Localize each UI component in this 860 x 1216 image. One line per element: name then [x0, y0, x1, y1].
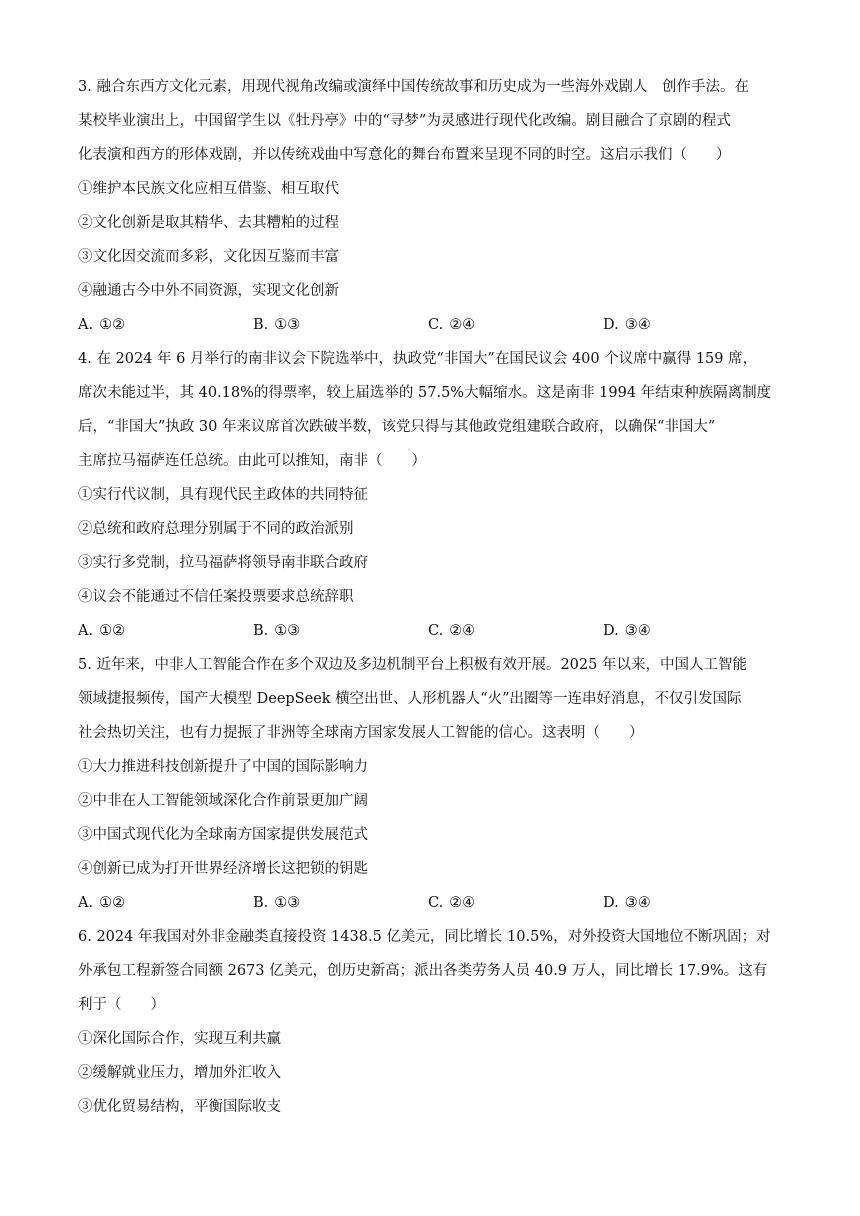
choice-text: ①③ — [274, 623, 301, 639]
answer-choices — [78, 308, 782, 342]
choice-text: ①③ — [274, 895, 301, 911]
choice-letter: C. — [428, 895, 444, 911]
statement-item: ②缓解就业压力，增加外汇收入 — [78, 1065, 281, 1081]
statement-item: ④融通古今中外不同资源，实现文化创新 — [78, 283, 339, 299]
choice-letter: A. — [78, 623, 94, 639]
exam-page — [78, 70, 782, 1124]
question-stem-line: 3. 融合东西方文化元素，用现代视角改编或演绎中国传统故事和历史成为一些海外戏剧人 创作手法。在 — [78, 79, 749, 95]
choice-letter: D. — [603, 895, 619, 911]
choice-a — [78, 308, 253, 342]
question-stem-line: 6. 2024 年我国对外非金融类直接投资 1438.5 亿美元，同比增长 10.5%，对外投资大国地位不断巩固；对 — [78, 929, 771, 945]
choice-letter: C. — [428, 317, 444, 333]
question-stem-line: 主席拉马福萨连任总统。由此可以推知，南非（ ） — [78, 453, 426, 469]
statement-item: ④议会不能通过不信任案投票要求总统辞职 — [78, 589, 354, 605]
question-5 — [78, 648, 782, 920]
choice-d — [603, 308, 778, 342]
question-stem-line: 领域捷报频传，国产大模型 DeepSeek 横空出世、人形机器人“火”出圈等一连串好消息，不仅引发国际 — [78, 691, 742, 707]
choice-letter: C. — [428, 623, 444, 639]
choice-c — [428, 308, 603, 342]
choice-a — [78, 886, 253, 920]
choice-text: ③④ — [624, 895, 651, 911]
answer-choices — [78, 886, 782, 920]
statement-item: ④创新已成为打开世界经济增长这把锁的钥匙 — [78, 861, 368, 877]
choice-c — [428, 614, 603, 648]
choice-b — [253, 308, 428, 342]
question-stem-line: 外承包工程新签合同额 2673 亿美元，创历史新高；派出各类劳务人员 40.9 万人，同比增长 17.9%。这有 — [78, 963, 768, 979]
question-stem-line: 某校毕业演出上，中国留学生以《牡丹亭》中的“寻梦”为灵感进行现代化改编。剧目融合了京剧的程式 — [78, 113, 731, 129]
question-stem-line: 化表演和西方的形体戏剧，并以传统戏曲中写意化的舞台布置来呈现不同的时空。这启示我们（ ） — [78, 147, 731, 163]
answer-choices — [78, 614, 782, 648]
question-3 — [78, 70, 782, 342]
statement-item: ①维护本民族文化应相互借鉴、相互取代 — [78, 181, 339, 197]
question-stem-line: 4. 在 2024 年 6 月举行的南非议会下院选举中，执政党“非国大”在国民议会 400 个议席中赢得 159 席， — [78, 351, 758, 367]
choice-letter: B. — [253, 895, 269, 911]
choice-b — [253, 886, 428, 920]
statement-item: ③优化贸易结构，平衡国际收支 — [78, 1099, 281, 1115]
statement-item: ①大力推进科技创新提升了中国的国际影响力 — [78, 759, 368, 775]
question-stem-line: 5. 近年来，中非人工智能合作在多个双边及多边机制平台上积极有效开展。2025 年以来，中国人工智能 — [78, 657, 747, 673]
choice-letter: B. — [253, 317, 269, 333]
choice-text: ②④ — [449, 623, 476, 639]
choice-text: ③④ — [624, 317, 651, 333]
statement-item: ①深化国际合作，实现互利共赢 — [78, 1031, 281, 1047]
choice-text: ①③ — [274, 317, 301, 333]
question-stem-line: 社会热切关注，也有力提振了非洲等全球南方国家发展人工智能的信心。这表明（ ） — [78, 725, 644, 741]
question-6 — [78, 920, 782, 1124]
choice-text: ③④ — [624, 623, 651, 639]
choice-text: ①② — [99, 317, 126, 333]
choice-letter: D. — [603, 623, 619, 639]
choice-d — [603, 614, 778, 648]
question-4 — [78, 342, 782, 648]
choice-letter: B. — [253, 623, 269, 639]
statement-item: ②中非在人工智能领域深化合作前景更加广阔 — [78, 793, 368, 809]
question-stem-line: 后，“非国大”执政 30 年来议席首次跌破半数，该党只得与其他政党组建联合政府，以确保“非国大” — [78, 419, 716, 435]
choice-b — [253, 614, 428, 648]
choice-text: ②④ — [449, 317, 476, 333]
choice-letter: A. — [78, 895, 94, 911]
choice-a — [78, 614, 253, 648]
choice-letter: D. — [603, 317, 619, 333]
statement-item: ③中国式现代化为全球南方国家提供发展范式 — [78, 827, 368, 843]
choice-d — [603, 886, 778, 920]
statement-item: ③文化因交流而多彩，文化因互鉴而丰富 — [78, 249, 339, 265]
question-stem-line: 席次未能过半，其 40.18%的得票率，较上届选举的 57.5%大幅缩水。这是南非 1994 年结束种族隔离制度 — [78, 385, 772, 401]
statement-item: ②文化创新是取其精华、去其糟粕的过程 — [78, 215, 339, 231]
choice-text: ①② — [99, 895, 126, 911]
choice-letter: A. — [78, 317, 94, 333]
statement-item: ③实行多党制，拉马福萨将领导南非联合政府 — [78, 555, 368, 571]
statement-item: ①实行代议制，具有现代民主政体的共同特征 — [78, 487, 368, 503]
question-stem-line: 利于（ ） — [78, 997, 165, 1013]
statement-item: ②总统和政府总理分别属于不同的政治派别 — [78, 521, 354, 537]
choice-text: ①② — [99, 623, 126, 639]
choice-text: ②④ — [449, 895, 476, 911]
choice-c — [428, 886, 603, 920]
